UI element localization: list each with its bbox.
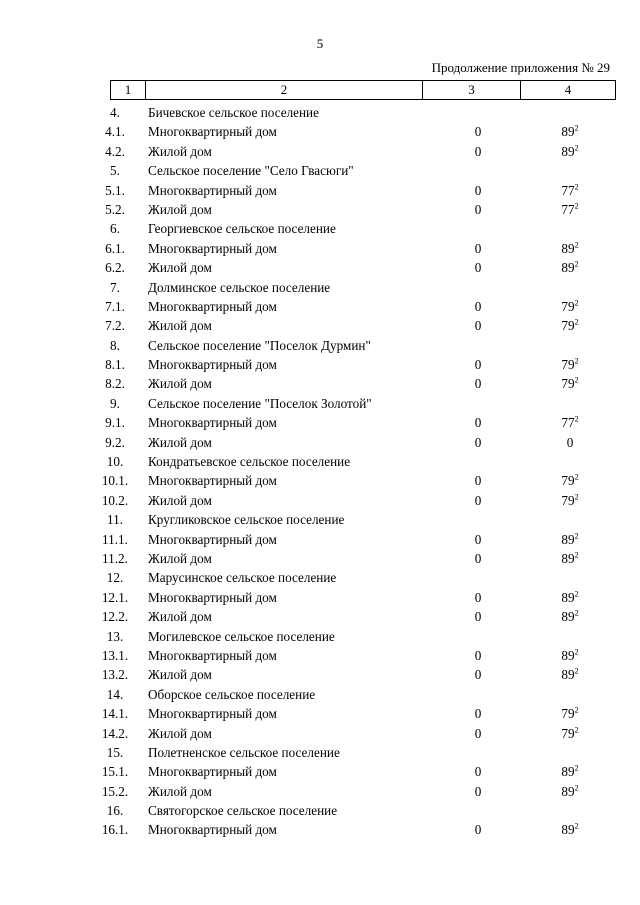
table-row (0, 627, 640, 646)
table-row (0, 782, 640, 801)
col-3-value: 0 (474, 589, 482, 605)
col-4-number: 89 (561, 647, 575, 663)
row-number: 14.1. (101, 706, 129, 722)
table-row (0, 607, 640, 626)
col-3-value: 0 (474, 124, 482, 140)
header-col-3: 3 (423, 81, 521, 100)
col-4-footnote-mark: 2 (574, 589, 579, 599)
col-3-value: 0 (474, 473, 482, 489)
row-name: Жилой дом (148, 492, 212, 508)
col-4-footnote-mark: 2 (574, 473, 579, 483)
col-4-number: 79 (561, 725, 575, 741)
col-4-value (545, 471, 595, 490)
row-name: Многоквартирный дом (148, 415, 277, 431)
col-4-value (545, 607, 595, 626)
table-row (0, 646, 640, 665)
row-name: Жилой дом (148, 550, 212, 566)
table-row (0, 452, 640, 471)
row-number: 16. (106, 803, 124, 819)
col-3-value: 0 (474, 531, 482, 547)
col-4-number: 89 (561, 783, 575, 799)
col-3-value: 0 (474, 725, 482, 741)
col-3-value: 0 (474, 764, 482, 780)
col-4-footnote-mark: 2 (574, 705, 579, 715)
row-name: Святогорское сельское поселение (148, 803, 338, 819)
col-4-footnote-mark: 2 (574, 608, 579, 618)
row-name: Многоквартирный дом (148, 531, 277, 547)
col-4-value (545, 646, 595, 665)
row-name: Кондратьевское сельское поселение (148, 454, 351, 470)
col-4-value (545, 200, 595, 219)
table-row (0, 568, 640, 587)
row-name: Могилевское сельское поселение (148, 628, 335, 644)
table-header (110, 80, 616, 100)
col-4-value (545, 413, 595, 432)
col-4-footnote-mark: 2 (574, 763, 579, 773)
col-4-number: 89 (561, 143, 575, 159)
col-3-value: 0 (474, 434, 482, 450)
table-row (0, 219, 640, 238)
col-4-value (545, 142, 595, 161)
table-row (0, 743, 640, 762)
col-3-value: 0 (474, 706, 482, 722)
col-4-value (545, 762, 595, 781)
table-row (0, 161, 640, 180)
col-4-footnote-mark: 2 (574, 783, 579, 793)
row-number: 12.1. (101, 589, 129, 605)
col-4-footnote-mark: 2 (574, 531, 579, 541)
col-4-value (545, 181, 595, 200)
col-4-number: 79 (561, 473, 575, 489)
header-col-4: 4 (521, 81, 616, 100)
col-4-number: 89 (561, 124, 575, 140)
page-number: 5 (316, 36, 324, 51)
row-name: Оборское сельское поселение (148, 686, 316, 702)
col-4-value (545, 239, 595, 258)
col-4-value (545, 820, 595, 839)
col-4-value (545, 665, 595, 684)
table-row (0, 588, 640, 607)
col-4-footnote-mark: 2 (574, 182, 579, 192)
row-name: Кругликовское сельское поселение (148, 512, 345, 528)
col-3-value: 0 (474, 201, 482, 217)
table-row (0, 510, 640, 529)
row-number: 5. (110, 163, 120, 179)
row-number: 6.1. (105, 240, 125, 256)
row-number: 8.2. (105, 376, 125, 392)
col-3-value: 0 (474, 182, 482, 198)
row-number: 11.2. (102, 550, 128, 566)
row-number: 13.2. (101, 667, 129, 683)
col-4-value (545, 355, 595, 374)
row-name: Жилой дом (148, 143, 212, 159)
row-name: Жилой дом (148, 667, 212, 683)
header-row (111, 81, 616, 100)
col-4-number: 0 (566, 434, 574, 450)
table-row (0, 239, 640, 258)
col-4-value (545, 258, 595, 277)
table-row (0, 142, 640, 161)
col-4-number: 89 (561, 667, 575, 683)
row-number: 10. (106, 454, 124, 470)
table-row (0, 336, 640, 355)
col-4-number: 89 (561, 240, 575, 256)
col-4-footnote-mark: 2 (574, 259, 579, 269)
row-number: 5.1. (105, 182, 125, 198)
table-row (0, 297, 640, 316)
col-3-value: 0 (474, 298, 482, 314)
table-row (0, 122, 640, 141)
row-number: 5.2. (105, 201, 125, 217)
row-name: Многоквартирный дом (148, 182, 277, 198)
table-row (0, 704, 640, 723)
col-4-footnote-mark: 2 (574, 298, 579, 308)
row-name: Многоквартирный дом (148, 647, 277, 663)
col-4-number: 77 (561, 415, 575, 431)
row-number: 6. (110, 221, 120, 237)
table-row (0, 471, 640, 490)
table-row (0, 820, 640, 839)
col-4-number: 89 (561, 260, 575, 276)
row-number: 14.2. (101, 725, 129, 741)
row-number: 9. (110, 395, 120, 411)
header-col-2: 2 (146, 81, 423, 100)
row-number: 12.2. (101, 609, 129, 625)
col-4-value (545, 122, 595, 141)
row-name: Сельское поселение "Поселок Дурмин" (148, 337, 371, 353)
row-name: Жилой дом (148, 609, 212, 625)
table-row (0, 374, 640, 393)
row-name: Бичевское сельское поселение (148, 105, 319, 120)
row-name: Сельское поселение "Поселок Золотой" (148, 395, 372, 411)
table-row (0, 762, 640, 781)
col-4-footnote-mark: 2 (574, 725, 579, 735)
table-row (0, 801, 640, 820)
col-4-footnote-mark: 2 (574, 356, 579, 366)
table-body (0, 103, 640, 840)
col-3-value: 0 (474, 783, 482, 799)
col-4-number: 77 (561, 201, 575, 217)
row-name: Жилой дом (148, 783, 212, 799)
col-4-footnote-mark: 2 (574, 317, 579, 327)
row-number: 12. (106, 570, 124, 586)
col-4-footnote-mark: 2 (574, 666, 579, 676)
col-4-number: 79 (561, 492, 575, 508)
row-number: 10.2. (101, 492, 129, 508)
col-4-number: 79 (561, 706, 575, 722)
row-name: Многоквартирный дом (148, 240, 277, 256)
col-4-value (545, 374, 595, 393)
row-number: 6.2. (105, 260, 125, 276)
row-name: Долминское сельское поселение (148, 279, 331, 295)
col-4-footnote-mark: 2 (574, 822, 579, 832)
col-3-value: 0 (474, 822, 482, 838)
col-4-number: 89 (561, 531, 575, 547)
col-4-footnote-mark: 2 (574, 240, 579, 250)
table-row (0, 549, 640, 568)
row-number: 4. (110, 105, 120, 120)
col-4-value (545, 433, 595, 452)
table-row (0, 413, 640, 432)
col-4-footnote-mark: 2 (574, 143, 579, 153)
table-row (0, 491, 640, 510)
col-4-footnote-mark: 2 (574, 647, 579, 657)
col-4-footnote-mark: 2 (574, 550, 579, 560)
table-row (0, 200, 640, 219)
row-name: Многоквартирный дом (148, 706, 277, 722)
row-name: Многоквартирный дом (148, 357, 277, 373)
row-number: 11.1. (102, 531, 128, 547)
row-number: 10.1. (101, 473, 129, 489)
row-number: 7.1. (105, 298, 125, 314)
row-number: 15. (106, 744, 124, 760)
row-number: 11. (107, 512, 123, 528)
annex-caption: Продолжение приложения № 29 (431, 60, 610, 75)
col-4-value (545, 549, 595, 568)
table-row (0, 665, 640, 684)
col-4-value (545, 530, 595, 549)
row-name: Многоквартирный дом (148, 124, 277, 140)
row-number: 8.1. (105, 357, 125, 373)
row-number: 9.1. (105, 415, 125, 431)
row-number: 15.1. (101, 764, 129, 780)
col-4-value (545, 704, 595, 723)
table-row (0, 278, 640, 297)
col-4-footnote-mark: 2 (574, 376, 579, 386)
row-number: 9.2. (105, 434, 125, 450)
col-4-footnote-mark: 2 (574, 201, 579, 211)
row-name: Многоквартирный дом (148, 298, 277, 314)
row-name: Жилой дом (148, 201, 212, 217)
col-3-value: 0 (474, 492, 482, 508)
col-3-value: 0 (474, 240, 482, 256)
col-4-value (545, 491, 595, 510)
col-4-value (545, 297, 595, 316)
col-4-footnote-mark: 2 (574, 414, 579, 424)
row-number: 16.1. (101, 822, 129, 838)
row-name: Полетненское сельское поселение (148, 744, 340, 760)
table-row (0, 394, 640, 413)
row-name: Многоквартирный дом (148, 764, 277, 780)
row-name: Жилой дом (148, 376, 212, 392)
row-number: 4.2. (105, 143, 125, 159)
col-3-value: 0 (474, 357, 482, 373)
table-row (0, 530, 640, 549)
row-name: Сельское поселение "Село Гвасюги" (148, 163, 354, 179)
col-4-number: 79 (561, 298, 575, 314)
col-4-number: 89 (561, 550, 575, 566)
row-name: Многоквартирный дом (148, 473, 277, 489)
col-4-value (545, 316, 595, 335)
col-4-number: 79 (561, 318, 575, 334)
row-number: 14. (106, 686, 124, 702)
row-name: Многоквартирный дом (148, 822, 277, 838)
col-3-value: 0 (474, 609, 482, 625)
row-name: Георгиевское сельское поселение (148, 221, 336, 237)
row-number: 13. (106, 628, 124, 644)
col-4-number: 89 (561, 822, 575, 838)
row-number: 8. (110, 337, 120, 353)
col-3-value: 0 (474, 550, 482, 566)
col-4-footnote-mark: 2 (574, 492, 579, 502)
col-4-number: 79 (561, 357, 575, 373)
col-3-value: 0 (474, 376, 482, 392)
table-row (0, 724, 640, 743)
col-4-value (545, 724, 595, 743)
col-4-number: 89 (561, 764, 575, 780)
col-4-number: 79 (561, 376, 575, 392)
row-number: 13.1. (101, 647, 129, 663)
row-number: 7. (110, 279, 120, 295)
table-row (0, 258, 640, 277)
col-3-value: 0 (474, 143, 482, 159)
table-row (0, 316, 640, 335)
row-name: Жилой дом (148, 260, 212, 276)
col-3-value: 0 (474, 647, 482, 663)
row-name: Жилой дом (148, 318, 212, 334)
table-row (0, 433, 640, 452)
row-number: 15.2. (101, 783, 129, 799)
row-name: Жилой дом (148, 434, 212, 450)
col-4-number: 89 (561, 609, 575, 625)
row-number: 7.2. (105, 318, 125, 334)
row-name: Жилой дом (148, 725, 212, 741)
col-3-value: 0 (474, 667, 482, 683)
col-4-number: 89 (561, 589, 575, 605)
col-3-value: 0 (474, 415, 482, 431)
col-3-value: 0 (474, 260, 482, 276)
table-row (0, 103, 640, 122)
header-col-1: 1 (111, 81, 146, 100)
row-name: Многоквартирный дом (148, 589, 277, 605)
row-name: Марусинское сельское поселение (148, 570, 337, 586)
row-number: 4.1. (105, 124, 125, 140)
table-row (0, 685, 640, 704)
table-row (0, 355, 640, 374)
col-4-value (545, 782, 595, 801)
col-4-number: 77 (561, 182, 575, 198)
col-4-footnote-mark: 2 (574, 124, 579, 133)
table-row (0, 181, 640, 200)
col-4-value (545, 588, 595, 607)
col-3-value: 0 (474, 318, 482, 334)
